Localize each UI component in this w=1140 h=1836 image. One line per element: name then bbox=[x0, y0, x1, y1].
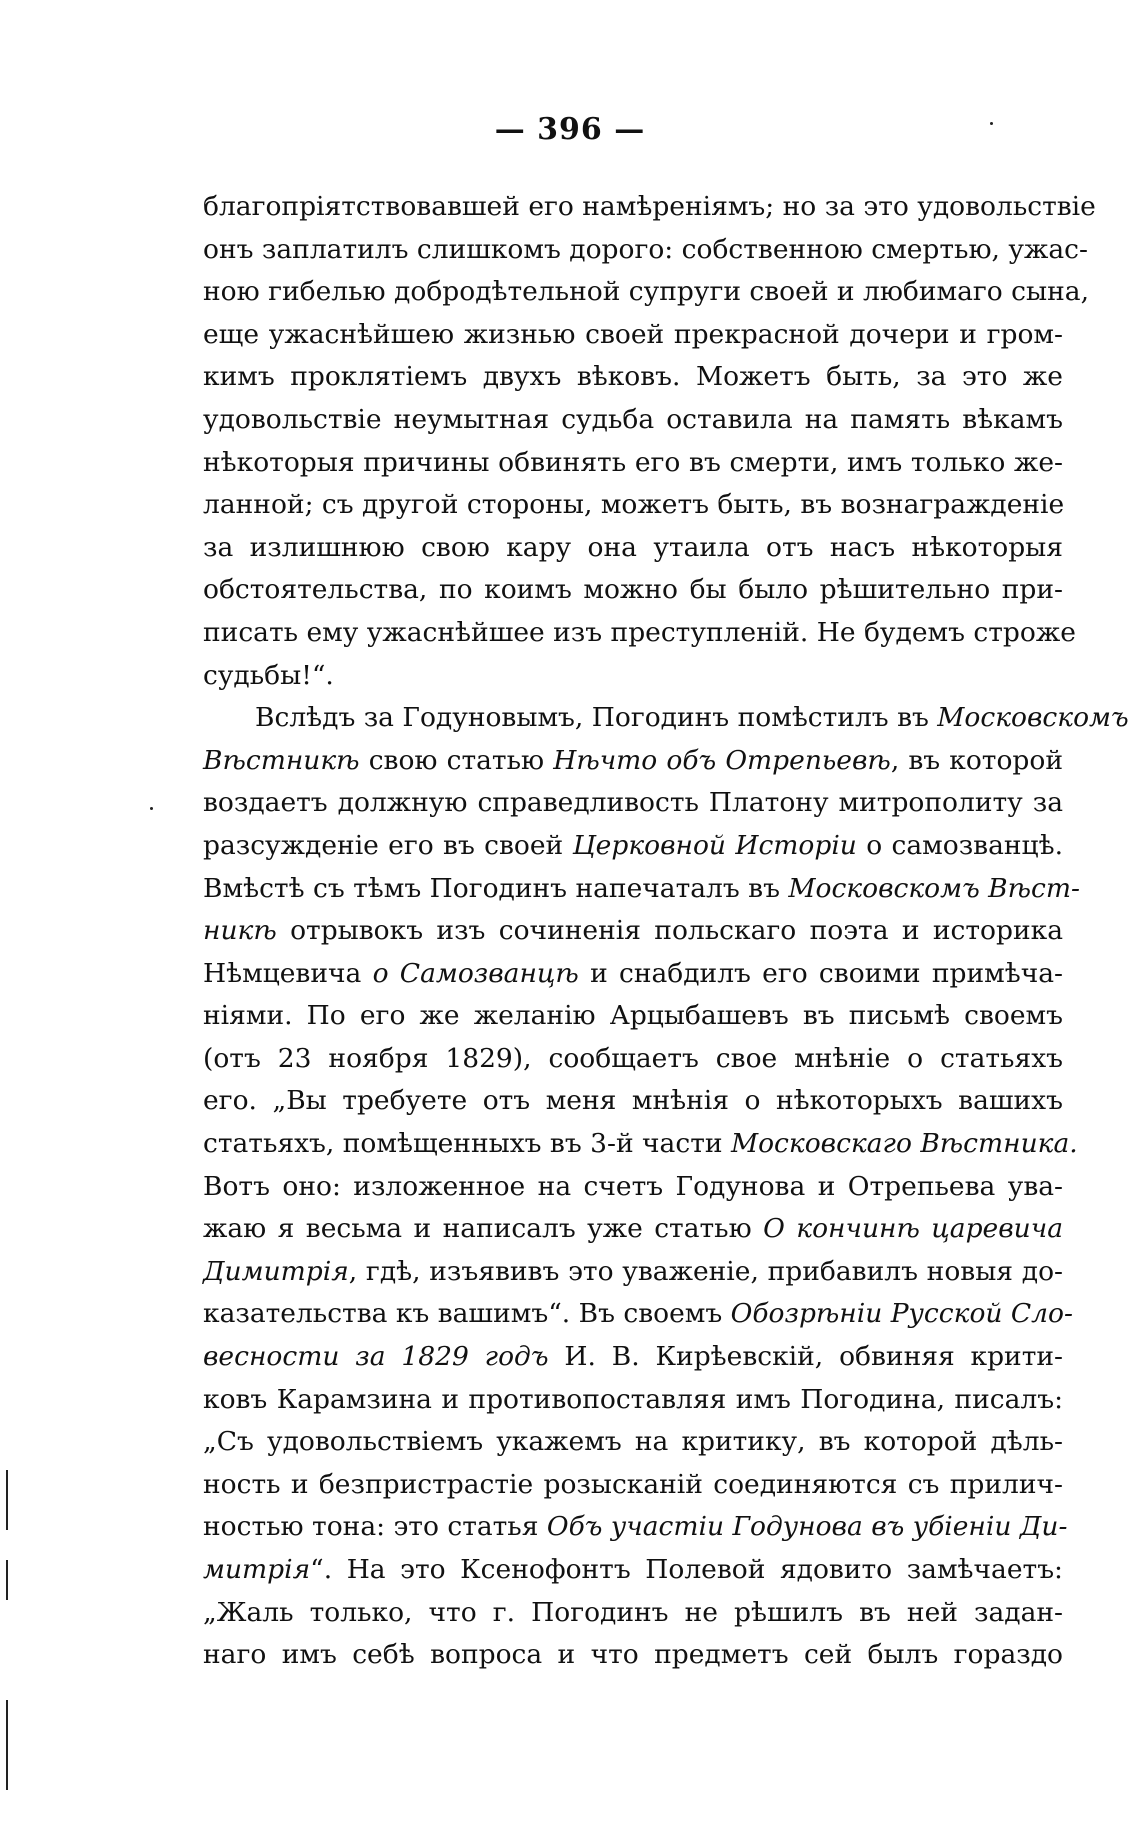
text-line bbox=[203, 1634, 1063, 1677]
page-number: — 396 — bbox=[494, 112, 646, 147]
text-run: разсужденіе его въ своей bbox=[203, 829, 573, 861]
italic-title: Московскомъ bbox=[937, 702, 1129, 734]
text-line bbox=[203, 825, 1063, 868]
text-run: „Жаль только, что г. Погодинъ не рѣшилъ въ ней задан- bbox=[203, 1596, 1063, 1628]
scan-artifact bbox=[150, 807, 153, 810]
text-run: Вмѣстѣ съ тѣмъ Погодинъ напечаталъ въ bbox=[203, 872, 789, 904]
text-line bbox=[203, 271, 1090, 314]
scan-artifact bbox=[6, 1560, 8, 1600]
scan-artifact bbox=[990, 122, 993, 125]
text-line bbox=[203, 399, 1063, 442]
italic-title: Вѣстникѣ bbox=[203, 744, 360, 776]
text-run: (отъ 23 ноября 1829), сообщаетъ свое мнѣніе о статьяхъ bbox=[203, 1042, 1063, 1074]
text-line bbox=[203, 1038, 1063, 1081]
text-run: жаю я весьма и написалъ уже статью bbox=[203, 1213, 764, 1245]
text-run: кимъ проклятіемъ двухъ вѣковъ. Можетъ быть, за это же bbox=[203, 361, 1063, 393]
text-run: И. В. Кирѣевскій, обвиняя крити- bbox=[548, 1341, 1063, 1373]
text-line bbox=[203, 1166, 1063, 1209]
text-run: Вотъ оно: изложенное на счетъ Годунова и Отрепьева ува- bbox=[203, 1170, 1063, 1202]
text-line bbox=[203, 868, 1080, 911]
text-line bbox=[203, 1549, 1063, 1592]
text-line bbox=[203, 1421, 1063, 1464]
italic-title: никѣ bbox=[203, 915, 277, 947]
italic-title: Обозрѣніи Русской Сло- bbox=[730, 1298, 1073, 1330]
text-line bbox=[203, 229, 1088, 272]
text-run: ніями. По его же желанію Арцыбашевъ въ письмѣ своемъ bbox=[203, 1000, 1063, 1032]
text-line bbox=[203, 1592, 1063, 1635]
text-line bbox=[203, 697, 1129, 740]
text-line bbox=[203, 442, 1063, 485]
text-line bbox=[203, 527, 1063, 570]
text-line bbox=[203, 782, 1063, 825]
text-line bbox=[203, 1080, 1063, 1123]
text-run: , гдѣ, изъявивъ это уваженіе, прибавилъ новыя до- bbox=[348, 1255, 1063, 1287]
text-run: судьбы!“. bbox=[203, 659, 334, 691]
text-run: и снабдилъ его своими примѣча- bbox=[578, 957, 1063, 989]
text-run: ковъ Карамзина и противопоставляя имъ Погодина, писалъ: bbox=[203, 1383, 1063, 1415]
text-run: воздаетъ должную справедливость Платону митрополиту за bbox=[203, 787, 1063, 819]
paragraph bbox=[203, 697, 1129, 1677]
text-run: Нѣмцевича bbox=[203, 957, 373, 989]
text-run: ностью тона: это статья bbox=[203, 1511, 547, 1543]
text-run: статьяхъ, помѣщенныхъ въ 3-й части bbox=[203, 1128, 731, 1160]
text-line bbox=[203, 1506, 1068, 1549]
text-run: писать ему ужаснѣйшее изъ преступленій. Не будемъ строже bbox=[203, 616, 1076, 648]
text-run: нѣкоторыя причины обвинять его въ смерти, имъ только же- bbox=[203, 446, 1063, 478]
text-run: его. „Вы требуете отъ меня мнѣнія о нѣкоторыхъ вашихъ bbox=[203, 1085, 1063, 1117]
text-run: обстоятельства, по коимъ можно бы было рѣшительно при- bbox=[203, 574, 1063, 606]
text-line bbox=[203, 1251, 1063, 1294]
text-run: „Съ удовольствіемъ укажемъ на критику, въ которой дѣль- bbox=[203, 1426, 1063, 1458]
italic-title: О кончинѣ царевича bbox=[763, 1213, 1063, 1245]
text-line bbox=[203, 1123, 1078, 1166]
text-run: наго имъ себѣ вопроса и что предметъ сей былъ гораздо bbox=[203, 1639, 1063, 1671]
text-run: ность и безпристрастіе розысканій соединяются съ прилич- bbox=[203, 1468, 1063, 1500]
text-line bbox=[203, 1379, 1063, 1422]
paragraph bbox=[203, 186, 1096, 697]
italic-title: митрія bbox=[203, 1554, 311, 1585]
body-text bbox=[203, 186, 1129, 1677]
text-line bbox=[203, 953, 1063, 996]
italic-title: Димитрія bbox=[203, 1255, 349, 1287]
italic-title: Нѣчто объ Отрепьевѣ bbox=[553, 744, 891, 776]
text-run: ланной; съ другой стороны, можетъ быть, въ вознагражденіе bbox=[203, 489, 1065, 521]
italic-title: Объ участіи Годунова въ убіеніи Ди- bbox=[546, 1511, 1068, 1543]
text-run: отрывокъ изъ сочиненія польскаго поэта и историка bbox=[276, 915, 1063, 947]
text-line bbox=[203, 655, 1063, 698]
italic-title: весности за 1829 годъ bbox=[203, 1341, 549, 1373]
scan-artifact bbox=[6, 1470, 8, 1530]
text-line bbox=[203, 186, 1096, 229]
text-line bbox=[203, 995, 1063, 1038]
text-run: свою статью bbox=[359, 744, 554, 776]
text-run: о самозванцѣ. bbox=[856, 829, 1064, 861]
text-run: ною гибелью добродѣтельной супруги своей и любимаго сына, bbox=[203, 276, 1090, 308]
text-line bbox=[203, 569, 1063, 612]
text-line bbox=[203, 740, 1063, 783]
text-line bbox=[203, 612, 1076, 655]
text-run: удовольствіе неумытная судьба оставила на память вѣкамъ bbox=[203, 403, 1063, 435]
text-run: еще ужаснѣйшею жизнью своей прекрасной дочери и гром- bbox=[203, 318, 1063, 350]
text-line bbox=[203, 1336, 1063, 1379]
text-line bbox=[203, 1293, 1073, 1336]
text-run: онъ заплатилъ слишкомъ дорого: собственною смертью, ужас- bbox=[203, 233, 1088, 265]
text-run: казательства къ вашимъ“. Въ своемъ bbox=[203, 1298, 731, 1330]
italic-title: Московскомъ Вѣст- bbox=[788, 872, 1080, 904]
text-line bbox=[203, 1464, 1063, 1507]
italic-title: о Самозванцѣ bbox=[372, 957, 579, 989]
text-line bbox=[203, 484, 1063, 527]
italic-title: Церковной Исторіи bbox=[572, 829, 857, 861]
text-line bbox=[203, 314, 1063, 357]
text-run: за излишнюю свою кару она утаила отъ насъ нѣкоторыя bbox=[203, 531, 1063, 563]
text-line bbox=[203, 910, 1063, 953]
text-run: “. На это Ксенофонтъ Полевой ядовито замѣчаетъ: bbox=[310, 1554, 1063, 1585]
text-run: Вслѣдъ за Годуновымъ, Погодинъ помѣстилъ въ bbox=[255, 702, 938, 734]
text-run: , въ которой bbox=[890, 744, 1063, 776]
text-line bbox=[203, 1208, 1063, 1251]
scan-artifact bbox=[6, 1700, 8, 1790]
text-line bbox=[203, 356, 1063, 399]
text-run: благопріятствовавшей его намѣреніямъ; но за это удовольствіе bbox=[203, 191, 1096, 222]
italic-title: Московскаго Вѣстника. bbox=[730, 1128, 1078, 1160]
